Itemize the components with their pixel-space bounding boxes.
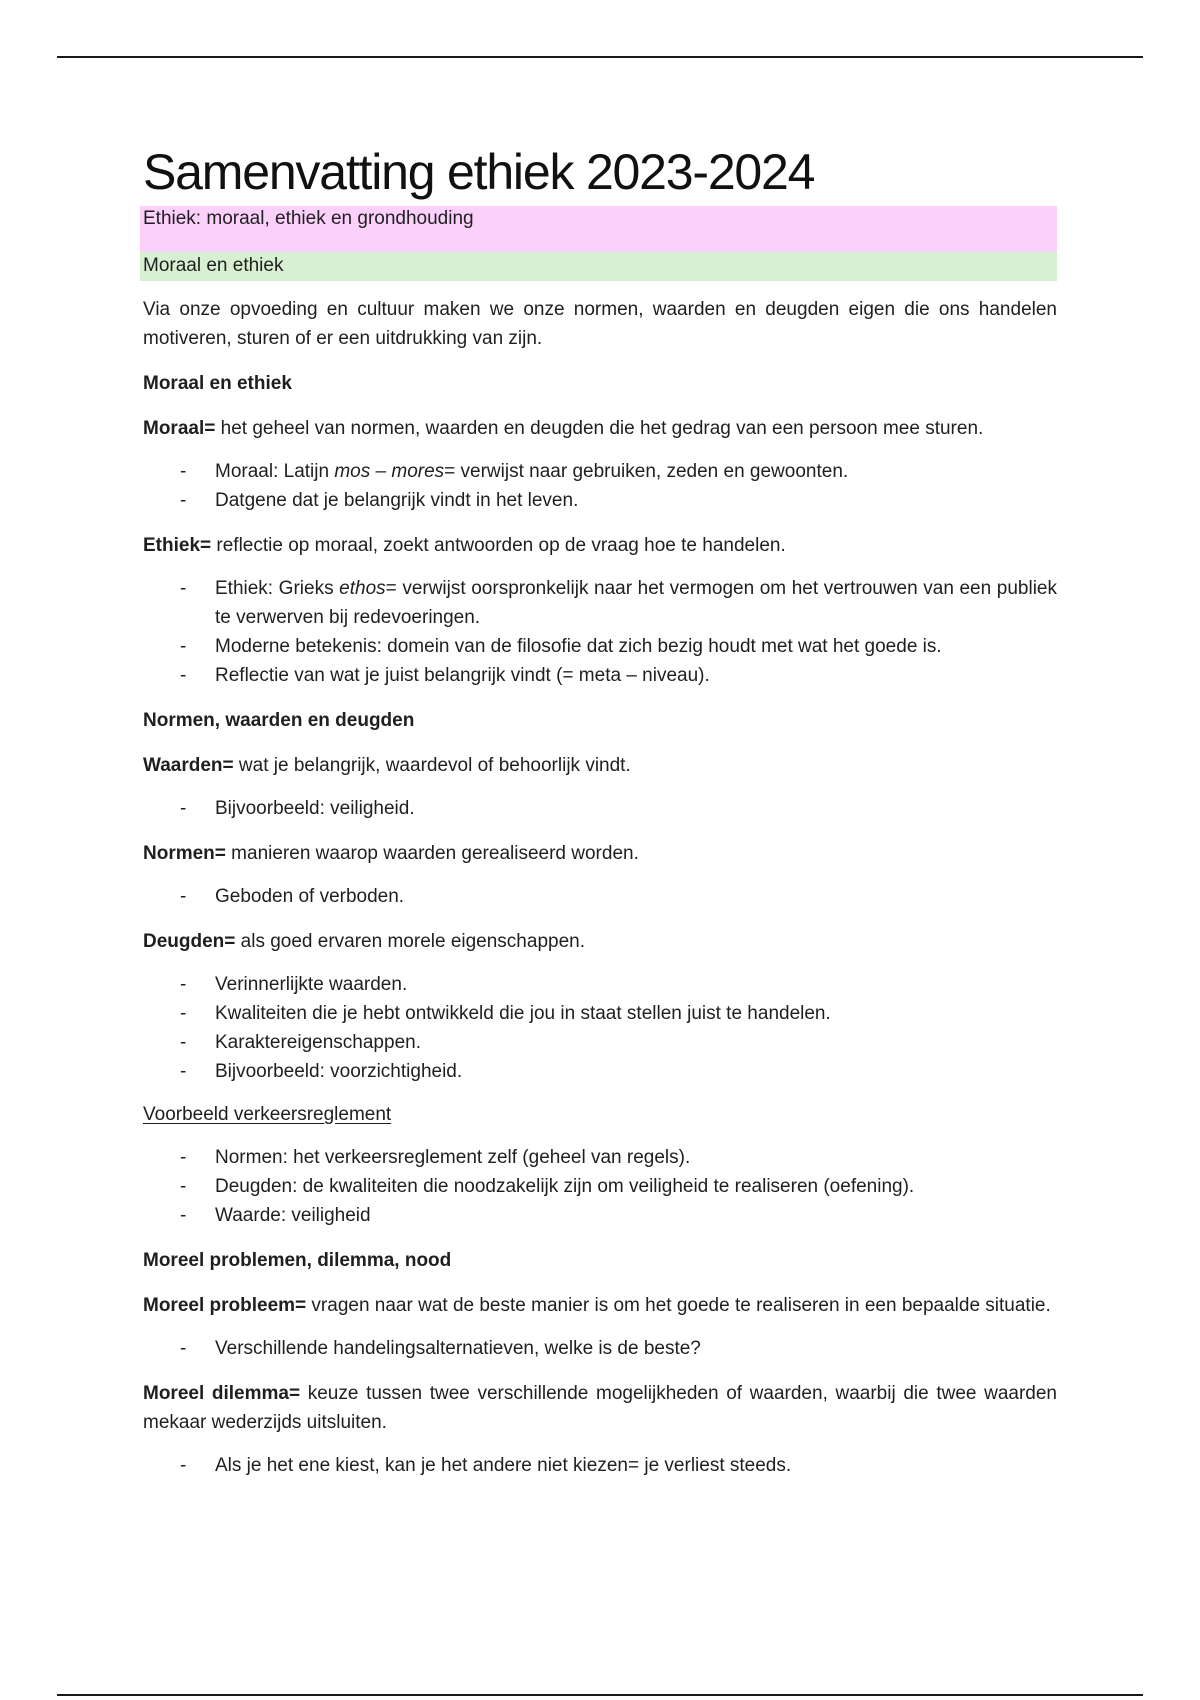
- definition-text: vragen naar wat de beste manier is om het goede te realiseren in een bepaalde situatie.: [306, 1295, 1051, 1316]
- list-item: - Moderne betekenis: domein van de filosofie dat zich bezig houdt met wat het goede is.: [143, 632, 1057, 661]
- definition-ethiek: [143, 531, 1057, 560]
- definition-text: wat je belangrijk, waardevol of behoorlijk vindt.: [233, 755, 631, 776]
- bullet-list-waarden: [143, 794, 1057, 823]
- example-heading: Voorbeeld verkeersreglement: [143, 1104, 392, 1125]
- list-item: - Geboden of verboden.: [143, 882, 1057, 911]
- definition-deugden: [143, 927, 1057, 956]
- bullet-list-ethiek: [143, 574, 1057, 690]
- section-heading-moreel-problemen: Moreel problemen, dilemma, nood: [143, 1250, 452, 1271]
- definition-text: keuze tussen twee verschillende mogelijkheden of waarden, waarbij die twee waarden mekaar wederzijds uitsluiten.: [143, 1383, 1058, 1433]
- definition-text: het geheel van normen, waarden en deugden die het gedrag van een persoon mee sturen.: [215, 418, 984, 439]
- definition-text: reflectie op moraal, zoekt antwoorden op de vraag hoe te handelen.: [211, 535, 786, 556]
- document-title: Samenvatting ethiek 2023-2024: [143, 144, 815, 200]
- list-item: - Verschillende handelingsalternatieven, welke is de beste?: [143, 1334, 1057, 1363]
- heading-2: Moraal en ethiek: [140, 252, 1057, 281]
- list-item: - Bijvoorbeeld: voorzichtigheid.: [143, 1057, 1057, 1086]
- list-item-italic: mos – mores: [334, 461, 445, 482]
- definition-moreel-dilemma: [143, 1379, 1057, 1437]
- list-item: - Als je het ene kiest, kan je het andere niet kiezen= je verliest steeds.: [143, 1451, 1057, 1480]
- term-deugden: Deugden=: [143, 931, 236, 952]
- bullet-list-probleem: [143, 1334, 1057, 1363]
- heading-1: Ethiek: moraal, ethiek en grondhouding: [140, 206, 1057, 252]
- bullet-list-deugden: [143, 970, 1057, 1086]
- list-item-text: Moraal: Latijn: [215, 461, 335, 482]
- document-page: [143, 140, 1057, 1480]
- list-item: - Bijvoorbeeld: veiligheid.: [143, 794, 1057, 823]
- definition-text: manieren waarop waarden gerealiseerd worden.: [225, 843, 639, 864]
- list-item-italic: ethos: [339, 578, 386, 599]
- list-item-text: = verwijst oorspronkelijk naar het vermogen om het vertrouwen van een publiek te verwerven bij redevoeringen.: [215, 578, 1057, 628]
- list-item: [143, 457, 1057, 486]
- bullet-list-dilemma: [143, 1451, 1057, 1480]
- list-item-text: = verwijst naar gebruiken, zeden en gewoonten.: [444, 461, 849, 482]
- section-heading-normen-waarden-deugden: Normen, waarden en deugden: [143, 710, 415, 731]
- bullet-list-normen: [143, 882, 1057, 911]
- term-waarden: Waarden=: [143, 755, 234, 776]
- definition-moreel-probleem: [143, 1291, 1057, 1320]
- section-heading-moraal-ethiek: Moraal en ethiek: [143, 373, 292, 394]
- list-item: - Waarde: veiligheid: [143, 1201, 1057, 1230]
- bullet-list-example: [143, 1143, 1057, 1230]
- list-item: - Kwaliteiten die je hebt ontwikkeld die jou in staat stellen juist te handelen.: [143, 999, 1057, 1028]
- list-item: - Normen: het verkeersreglement zelf (geheel van regels).: [143, 1143, 1057, 1172]
- list-item: [143, 574, 1057, 632]
- page-bottom-rule: [57, 1694, 1143, 1696]
- term-moreel-dilemma: Moreel dilemma=: [143, 1383, 301, 1404]
- list-item: - Reflectie van wat je juist belangrijk vindt (= meta – niveau).: [143, 661, 1057, 690]
- definition-normen: [143, 839, 1057, 868]
- intro-paragraph: Via onze opvoeding en cultuur maken we onze normen, waarden en deugden eigen die ons handelen motiveren, sturen of er een uitdrukking van zijn.: [143, 299, 1057, 349]
- term-ethiek: Ethiek=: [143, 535, 212, 556]
- list-item-text: Ethiek: Grieks: [215, 578, 340, 599]
- definition-text: als goed ervaren morele eigenschappen.: [235, 931, 585, 952]
- term-moraal: Moraal=: [143, 418, 216, 439]
- definition-waarden: [143, 751, 1057, 780]
- definition-moraal: [143, 414, 1057, 443]
- list-item: - Karaktereigenschappen.: [143, 1028, 1057, 1057]
- page-top-rule: [57, 56, 1143, 58]
- term-moreel-probleem: Moreel probleem=: [143, 1295, 307, 1316]
- term-normen: Normen=: [143, 843, 226, 864]
- list-item: - Datgene dat je belangrijk vindt in het leven.: [143, 486, 1057, 515]
- list-item: - Verinnerlijkte waarden.: [143, 970, 1057, 999]
- list-item: - Deugden: de kwaliteiten die noodzakelijk zijn om veiligheid te realiseren (oefening).: [143, 1172, 1057, 1201]
- bullet-list-moraal: [143, 457, 1057, 515]
